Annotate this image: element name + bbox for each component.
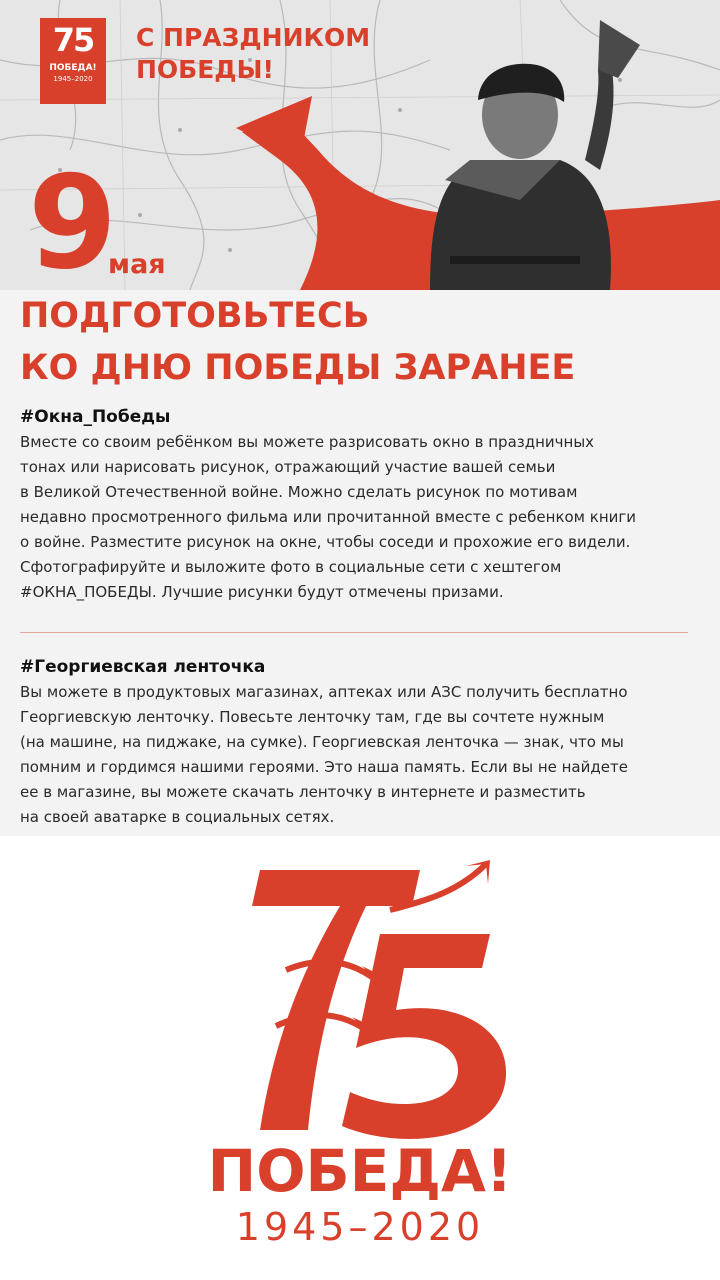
section-line: (на машине, на пиджаке, на сумке). Георгиевская ленточка — знак, что мы <box>20 733 624 751</box>
section-st-george-ribbon <box>20 654 700 830</box>
date-month-word: мая <box>108 249 166 280</box>
section-line: о войне. Разместите рисунок на окне, чтобы соседи и прохожие его видели. <box>20 533 631 551</box>
section-title: #Георгиевская ленточка <box>20 657 266 677</box>
victory-75-logo <box>190 860 530 1140</box>
section-line: #ОКНА_ПОБЕДЫ. Лучшие рисунки будут отмечены призами. <box>20 583 504 601</box>
logo-word: ПОБЕДА! <box>207 1137 513 1205</box>
greeting-line-1: С ПРАЗДНИКОМ <box>136 23 371 52</box>
section-line: Вместе со своим ребёнком вы можете разрисовать окно в праздничных <box>20 433 595 451</box>
section-line: на своей аватарке в социальных сетях. <box>20 808 335 826</box>
section-line: тонах или нарисовать рисунок, отражающий участие вашей семьи <box>20 458 556 476</box>
section-line: Вы можете в продуктовых магазинах, аптеках или АЗС получить бесплатно <box>20 683 628 701</box>
section-line: ее в магазине, вы можете скачать ленточку в интернете и разместить <box>20 783 586 801</box>
section-line: недавно просмотренного фильма или прочитанной вместе с ребенком книги <box>20 508 637 526</box>
section-line: Георгиевскую ленточку. Повесьте ленточку там, где вы сочтете нужным <box>20 708 605 726</box>
badge-label: ПОБЕДА! <box>49 63 97 73</box>
section-line: помним и гордимся нашими героями. Это наша память. Если вы не найдете <box>20 758 628 776</box>
greeting-line-2: ПОБЕДЫ! <box>136 55 274 84</box>
date-day-number: 9 <box>28 149 112 290</box>
hero-banner <box>0 0 720 290</box>
section-windows-of-victory <box>20 404 700 605</box>
victory-75-badge <box>40 18 106 104</box>
badge-years: 1945–2020 <box>53 75 93 83</box>
badge-number: 75 <box>52 21 94 59</box>
section-divider <box>20 632 688 633</box>
greeting-title <box>136 22 436 86</box>
section-title: #Окна_Победы <box>20 407 171 427</box>
section-line: в Великой Отечественной войне. Можно сделать рисунок по мотивам <box>20 483 578 501</box>
page-headline <box>20 290 710 394</box>
logo-years: 1945–2020 <box>235 1205 485 1249</box>
headline-line-1: ПОДГОТОВЬТЕСЬ <box>20 296 370 336</box>
headline-line-2: КО ДНЮ ПОБЕДЫ ЗАРАНЕЕ <box>20 348 576 388</box>
section-line: Сфотографируйте и выложите фото в социальные сети с хештегом <box>20 558 562 576</box>
